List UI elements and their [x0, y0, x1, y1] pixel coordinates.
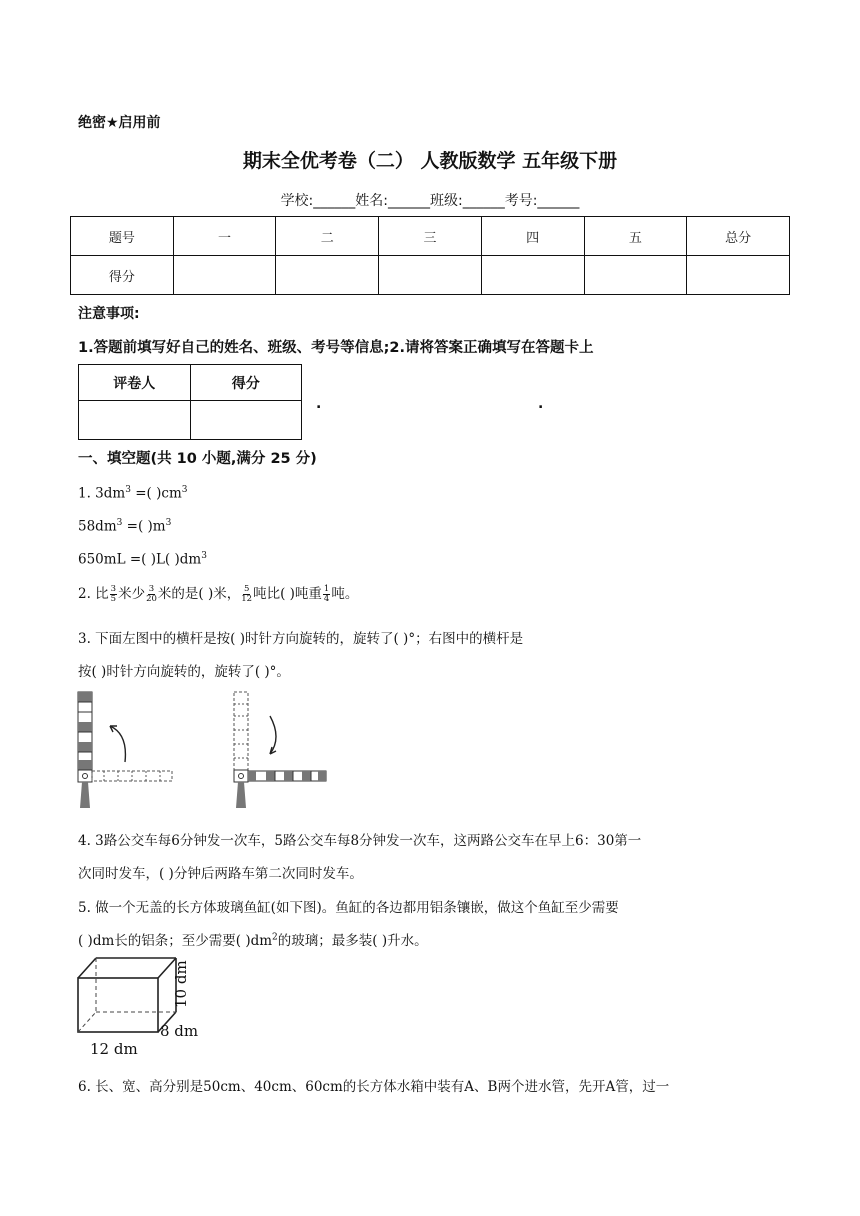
score-table-header-row	[71, 217, 790, 256]
score-cell: 四	[481, 217, 584, 256]
question-1-line-1: 1. $3dm^3$ =( )$cm^3$	[78, 485, 188, 502]
question-6-line-1: 6. 长、宽、高分别是50cm、40cm、60cm的长方体水箱中装有A、B两个进水管，先开A管，过一	[78, 1079, 670, 1095]
question-1-line-2: $58dm^3$ =( )$m^3$	[78, 518, 172, 535]
page-title: 期末全优考卷（二） 人教版数学 五年级下册	[242, 150, 618, 172]
left-rotation-figure	[78, 692, 172, 808]
section-title: 一、填空题(共 10 小题,满分 25 分)	[78, 451, 317, 467]
score-cell: 一	[173, 217, 276, 256]
score-cell: 三	[379, 217, 482, 256]
height-label: 10 dm	[172, 960, 190, 1008]
score-cell: 题号	[71, 217, 174, 256]
score-cell	[379, 256, 482, 295]
score-cell: 五	[584, 217, 687, 256]
question-5-line-2: ( )dm长的铝条；至少需要( )$dm^2$的玻璃；最多装( )升水。	[78, 932, 428, 949]
score-table	[70, 216, 790, 295]
width-label: 8 dm	[160, 1022, 199, 1040]
notice-text: 1.答题前填写好自己的姓名、班级、考号等信息;2.请将答案正确填写在答题卡上	[78, 340, 594, 356]
score-cell	[173, 256, 276, 295]
student-info-line: 学校:______姓名:______班级:______考号:______	[280, 193, 580, 209]
question-4-line-1: 4. 3路公交车每6分钟发一次车，5路公交车每8分钟发一次车，这两路公交车在早上6：30第一	[78, 833, 642, 849]
question-3-line-2: 按( )时针方向旋转的，旋转了( )°。	[78, 664, 290, 680]
fraction: $\frac{5}{12}$	[241, 584, 253, 604]
notice-title: 注意事项:	[78, 306, 140, 322]
dot-mark: .	[316, 396, 322, 412]
grader-cell	[190, 401, 302, 440]
fish-tank-figure	[74, 954, 214, 1060]
fraction: $\frac{1}{4}$	[323, 584, 330, 604]
question-5-line-1: 5. 做一个无盖的长方体玻璃鱼缸(如下图)。鱼缸的各边都用铝条镶嵌，做这个鱼缸至少需要	[78, 900, 619, 916]
question-1-line-3: 650mL =( )L( )$dm^3$	[78, 551, 207, 568]
score-cell	[276, 256, 379, 295]
grader-table	[78, 364, 302, 440]
fraction: $\frac{3}{5}$	[110, 584, 117, 604]
length-label: 12 dm	[90, 1040, 138, 1058]
right-rotation-figure	[234, 692, 326, 808]
question-3-line-1: 3. 下面左图中的横杆是按( )时针方向旋转的，旋转了( )°；右图中的横杆是	[78, 631, 524, 647]
dot-mark: .	[538, 396, 544, 412]
top-secret-label: 绝密★启用前	[78, 115, 161, 131]
score-cell: 得分	[71, 256, 174, 295]
score-cell	[687, 256, 790, 295]
score-cell: 总分	[687, 217, 790, 256]
grader-cell	[79, 401, 191, 440]
fraction: $\frac{3}{20}$	[146, 584, 157, 604]
grader-header: 得分	[190, 365, 302, 401]
rotation-figures	[70, 690, 340, 812]
score-cell	[481, 256, 584, 295]
question-4-line-2: 次同时发车，( )分钟后两路车第二次同时发车。	[78, 866, 363, 882]
score-cell	[584, 256, 687, 295]
grader-header: 评卷人	[79, 365, 191, 401]
score-table-score-row	[71, 256, 790, 295]
score-cell: 二	[276, 217, 379, 256]
question-2: 2. 比 $\frac{3}{5}$ 米少 $\frac{3}{20}$ 米的是( )米， $\frac{5}{12}$ 吨比( )吨重 $\frac{1}{4}$ 吨。	[78, 584, 359, 604]
